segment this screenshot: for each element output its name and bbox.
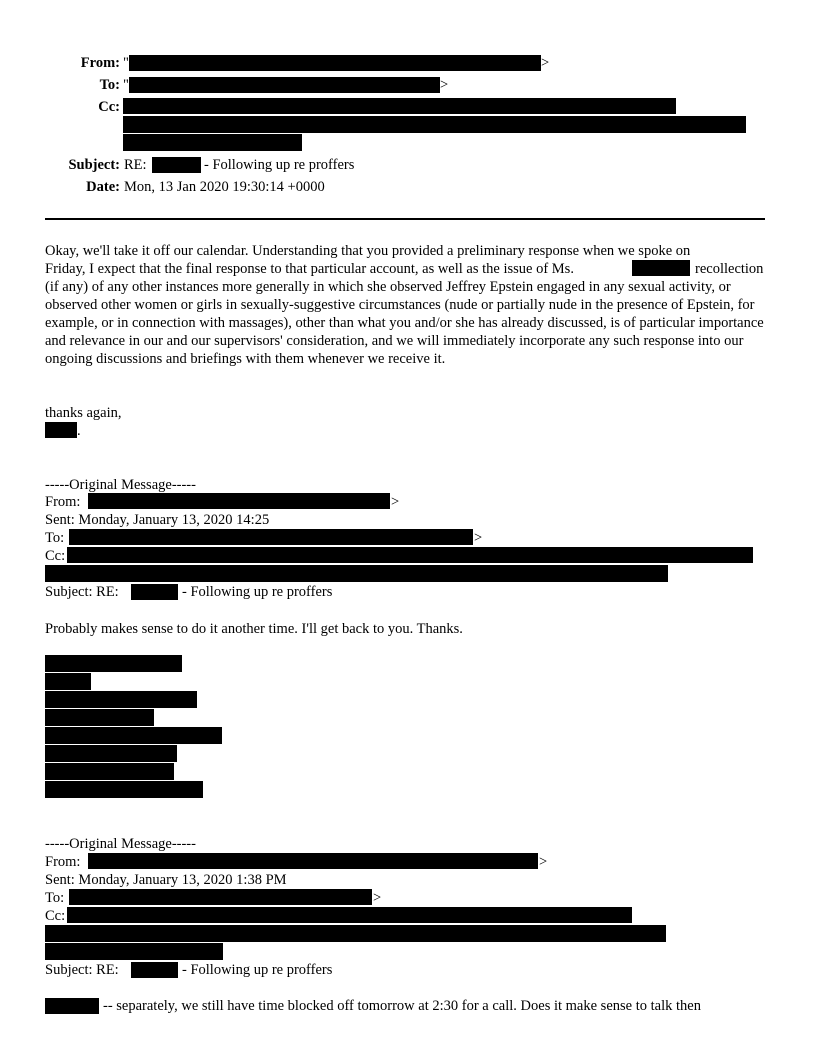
redaction-subject: [152, 157, 201, 173]
msg2-body: Probably makes sense to do it another time. I'll get back to you. Thanks.: [45, 621, 463, 637]
to-angle: >: [440, 77, 449, 93]
redaction-sig-block-4: [45, 709, 154, 726]
msg3-to-angle: >: [373, 890, 382, 906]
original-message-divider-1: -----Original Message-----: [45, 477, 196, 493]
from-quote: ": [123, 55, 129, 71]
redaction-sig-block-8: [45, 781, 203, 798]
redaction-msg3-cc-3: [45, 943, 223, 960]
date-value: Mon, 13 Jan 2020 19:30:14 +0000: [124, 179, 325, 195]
subject-suffix: - Following up re proffers: [204, 157, 355, 173]
cc-label: Cc:: [98, 99, 120, 115]
date-label: Date:: [86, 179, 120, 195]
subject-label: Subject:: [68, 157, 120, 173]
msg2-subject-prefix: Subject: RE:: [45, 584, 119, 600]
redaction-msg3-from: [88, 853, 538, 869]
to-label: To:: [99, 77, 120, 93]
redaction-sig-block-1: [45, 655, 182, 672]
msg3-cc-label: Cc:: [45, 908, 66, 924]
signoff: thanks again,: [45, 405, 122, 421]
body-line-2a: Friday, I expect that the final response to that particular account, as well as the issue of Ms.: [45, 261, 574, 277]
subject-prefix: RE:: [124, 157, 147, 173]
redaction-msg3-to: [69, 889, 372, 905]
msg3-from-angle: >: [539, 854, 548, 870]
redaction-msg3-cc-1: [67, 907, 632, 923]
redaction-msg2-subject: [131, 584, 178, 600]
msg3-from-label: From:: [45, 854, 81, 870]
redaction-msg3-cc-2: [45, 925, 666, 942]
redaction-from: [129, 55, 541, 71]
from-angle: >: [541, 55, 550, 71]
body-line-1: Okay, we'll take it off our calendar. Understanding that you provided a preliminary response when we spoke on: [45, 243, 691, 259]
msg3-to-label: To:: [45, 890, 65, 906]
redaction-name-body: [632, 260, 690, 276]
redaction-cc-3: [123, 134, 302, 151]
msg3-subject-suffix: - Following up re proffers: [182, 962, 333, 978]
redaction-sig-block-7: [45, 763, 174, 780]
original-message-divider-2: -----Original Message-----: [45, 836, 196, 852]
msg3-subject-prefix: Subject: RE:: [45, 962, 119, 978]
signature-period: .: [77, 423, 81, 439]
redaction-cc-2: [123, 116, 746, 133]
redaction-sig-block-3: [45, 691, 197, 708]
redaction-msg3-addressee: [45, 998, 99, 1014]
msg2-to-angle: >: [474, 530, 483, 546]
to-quote: ": [123, 77, 129, 93]
msg2-subject-suffix: - Following up re proffers: [182, 584, 333, 600]
msg2-from-angle: >: [391, 494, 400, 510]
redaction-sig-block-6: [45, 745, 177, 762]
redaction-signature: [45, 422, 77, 438]
redaction-msg3-subject: [131, 962, 178, 978]
msg3-body: -- separately, we still have time blocked off tomorrow at 2:30 for a call. Does it make sense to talk then: [103, 998, 701, 1014]
msg2-sent: Sent: Monday, January 13, 2020 14:25: [45, 512, 270, 528]
msg2-cc-label: Cc:: [45, 548, 66, 564]
header-divider: [45, 218, 765, 220]
redaction-cc-1: [123, 98, 676, 114]
msg2-from-label: From:: [45, 494, 81, 510]
redaction-to: [129, 77, 440, 93]
redaction-msg2-cc-2: [45, 565, 668, 582]
redaction-msg2-from: [88, 493, 390, 509]
redaction-sig-block-5: [45, 727, 222, 744]
body-line-2b: recollection: [695, 261, 764, 277]
body-paragraph-rest: (if any) of any other instances more generally in which she observed Jeffrey Epstein engaged in any sexual activity, or observed other women or girls in sexually-suggestive circumstances (nude or partially nude in the presence of Epstein, for example, or in connection with massages), other than what you and/or she has already discussed, is of particular importance and relevance in our and our supervisors' consideration, and we will immediately incorporate any such response into our ongoing discussions and briefings with them whenever we receive it.: [45, 279, 764, 367]
msg3-sent: Sent: Monday, January 13, 2020 1:38 PM: [45, 872, 287, 888]
redaction-sig-block-2: [45, 673, 91, 690]
redaction-msg2-cc-1: [67, 547, 753, 563]
redaction-msg2-to: [69, 529, 473, 545]
from-label: From:: [80, 55, 120, 71]
msg2-to-label: To:: [45, 530, 65, 546]
